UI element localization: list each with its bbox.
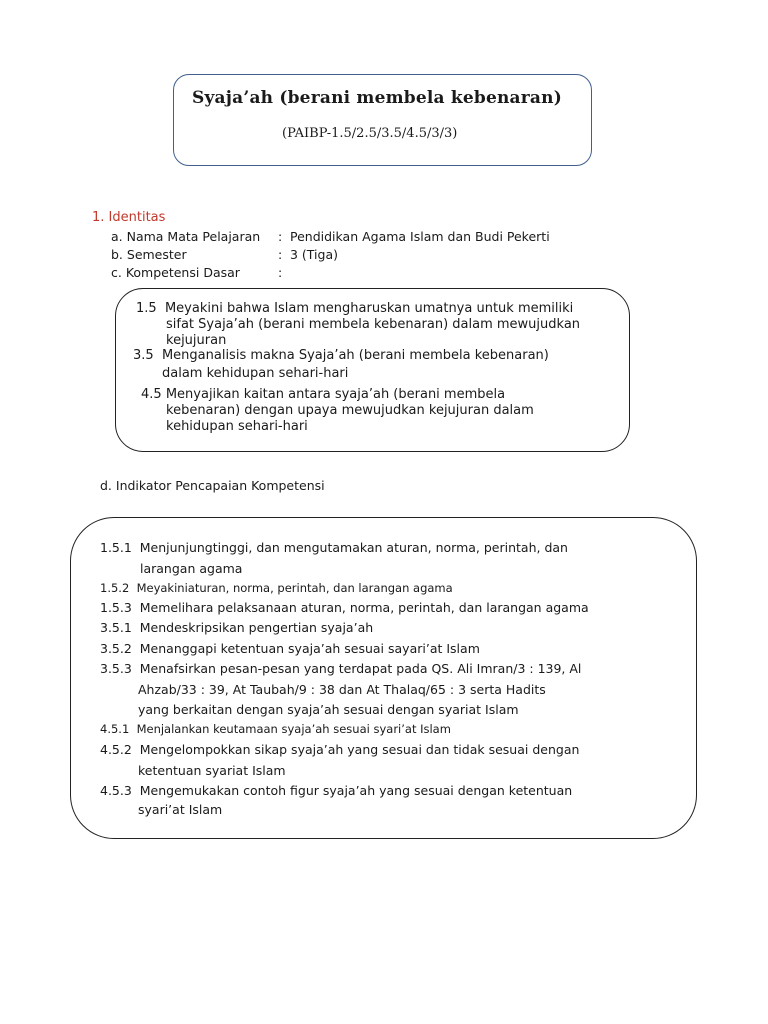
identitas-label: b. Semester bbox=[111, 247, 187, 262]
indikator-number: 3.5.3 bbox=[100, 661, 132, 676]
indikator-number: 4.5.2 bbox=[100, 742, 132, 757]
indikator-text: Menjalankan keutamaan syaja’ah sesuai syari’at Islam bbox=[136, 722, 451, 736]
indikator-heading: d. Indikator Pencapaian Kompetensi bbox=[100, 478, 325, 493]
indikator-item bbox=[100, 740, 579, 781]
indikator-text: ketentuan syariat Islam bbox=[138, 762, 286, 778]
identitas-colon: : bbox=[278, 247, 283, 262]
indikator-number: 3.5.1 bbox=[100, 620, 132, 635]
indikator-item bbox=[100, 578, 453, 599]
indikator-text: Mendeskripsikan pengertian syaja’ah bbox=[139, 620, 374, 635]
kd-number: 3.5 bbox=[133, 348, 154, 363]
indikator-item bbox=[100, 659, 581, 721]
indikator-text: yang berkaitan dengan syaja’ah sesuai dengan syariat Islam bbox=[138, 702, 519, 717]
indikator-text: larangan agama bbox=[140, 560, 243, 576]
indikator-item bbox=[100, 538, 568, 579]
indikator-item bbox=[100, 618, 373, 639]
kd-text: dalam kehidupan sehari-hari bbox=[162, 366, 349, 381]
identitas-label: c. Kompetensi Dasar bbox=[111, 265, 240, 280]
identitas-value: Pendidikan Agama Islam dan Budi Pekerti bbox=[290, 229, 550, 244]
identitas-label: a. Nama Mata Pelajaran bbox=[111, 229, 261, 244]
indikator-text: Memelihara pelaksanaan aturan, norma, perintah, dan larangan agama bbox=[139, 600, 589, 615]
kd-item bbox=[136, 301, 580, 349]
indikator-item bbox=[100, 598, 589, 619]
identitas-row bbox=[111, 265, 290, 280]
indikator-item bbox=[100, 639, 480, 660]
indikator-number: 3.5.2 bbox=[100, 641, 132, 656]
kd-text: kejujuran bbox=[166, 333, 227, 348]
kd-text: kehidupan sehari-hari bbox=[166, 419, 308, 434]
kd-item bbox=[133, 348, 549, 382]
kd-number: 4.5 bbox=[141, 387, 162, 402]
indikator-number: 4.5.3 bbox=[100, 783, 132, 798]
identitas-colon: : bbox=[278, 229, 283, 244]
document-title: Syaja’ah (berani membela kebenaran) bbox=[192, 88, 562, 108]
indikator-number: 1.5.3 bbox=[100, 600, 132, 615]
kd-text: Menganalisis makna Syaja’ah (berani membela kebenaran) bbox=[161, 348, 549, 363]
indikator-text: Ahzab/33 : 39, At Taubah/9 : 38 dan At Thalaq/65 : 3 serta Hadits bbox=[138, 681, 546, 697]
indikator-item bbox=[100, 719, 451, 740]
document-code: (PAIBP-1.5/2.5/3.5/4.5/3/3) bbox=[282, 126, 458, 141]
indikator-number: 1.5.1 bbox=[100, 540, 132, 555]
identitas-row bbox=[111, 229, 550, 244]
kd-text: Menyajikan kaitan antara syaja’ah (berani membela bbox=[165, 387, 506, 402]
identitas-colon: : bbox=[278, 265, 283, 280]
indikator-text: syari’at Islam bbox=[138, 801, 223, 817]
kd-number: 1.5 bbox=[136, 301, 157, 316]
kd-text: Meyakini bahwa Islam mengharuskan umatnya untuk memiliki bbox=[164, 301, 574, 316]
indikator-text: Mengelompokkan sikap syaja’ah yang sesuai dan tidak sesuai dengan bbox=[139, 742, 580, 757]
identitas-row bbox=[111, 247, 338, 262]
indikator-number: 4.5.1 bbox=[100, 722, 130, 736]
identitas-value: 3 (Tiga) bbox=[290, 247, 338, 262]
indikator-text: Menanggapi ketentuan syaja’ah sesuai sayari’at Islam bbox=[139, 641, 480, 656]
indikator-number: 1.5.2 bbox=[100, 581, 130, 595]
kd-text: sifat Syaja’ah (berani membela kebenaran) dalam mewujudkan bbox=[166, 317, 581, 332]
indikator-text: Meyakiniaturan, norma, perintah, dan larangan agama bbox=[136, 581, 453, 595]
identitas-heading: 1. Identitas bbox=[92, 210, 166, 225]
kd-text: kebenaran) dengan upaya mewujudkan kejujuran dalam bbox=[166, 403, 534, 418]
indikator-text: Mengemukakan contoh figur syaja’ah yang sesuai dengan ketentuan bbox=[139, 783, 573, 798]
kd-item bbox=[141, 387, 534, 435]
indikator-text: Menjunjungtinggi, dan mengutamakan aturan, norma, perintah, dan bbox=[139, 540, 568, 555]
indikator-text: Menafsirkan pesan-pesan yang terdapat pada QS. Ali Imran/3 : 139, Al bbox=[139, 661, 582, 676]
indikator-item bbox=[100, 781, 572, 818]
